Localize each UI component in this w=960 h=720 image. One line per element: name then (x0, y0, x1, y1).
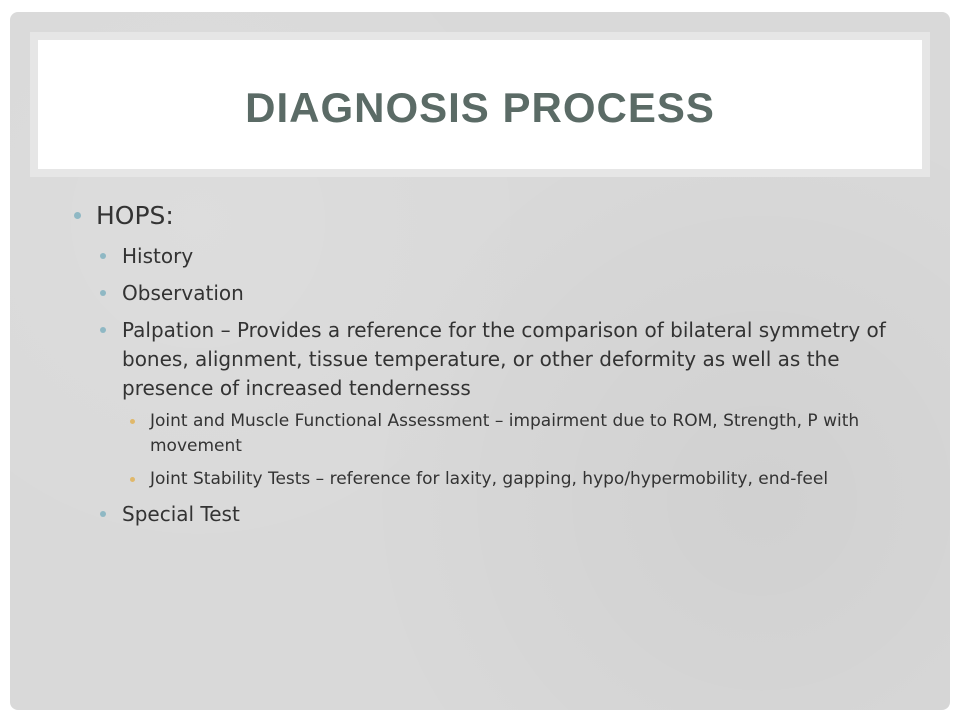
title-inner (38, 40, 922, 169)
bullet-list-level-1 (72, 200, 912, 529)
slide (10, 12, 950, 710)
bullet-list-level-3 (122, 409, 912, 492)
bullet-observation: Observation (92, 279, 912, 308)
bullet-history: History (92, 242, 912, 271)
bullet-list-level-2 (96, 242, 912, 529)
bullet-hops (72, 200, 912, 529)
bullet-joint-muscle-assessment: Joint and Muscle Functional Assessment – impairment due to ROM, Strength, P with movement (124, 409, 912, 459)
slide-content (72, 200, 912, 537)
bullet-joint-stability-tests: Joint Stability Tests – reference for laxity, gapping, hypo/hypermobility, end-feel (124, 467, 912, 492)
slide-title: DIAGNOSIS PROCESS (245, 83, 715, 131)
bullet-special-test: Special Test (92, 500, 912, 529)
bullet-palpation-text: Palpation – Provides a reference for the comparison of bilateral symmetry of bones, alignment, tissue temperature, or other deformity as well as the presence of increased tendernesss (122, 318, 886, 400)
bullet-hops-text: HOPS: (96, 201, 174, 230)
bullet-palpation (92, 316, 912, 492)
title-box (30, 32, 930, 177)
